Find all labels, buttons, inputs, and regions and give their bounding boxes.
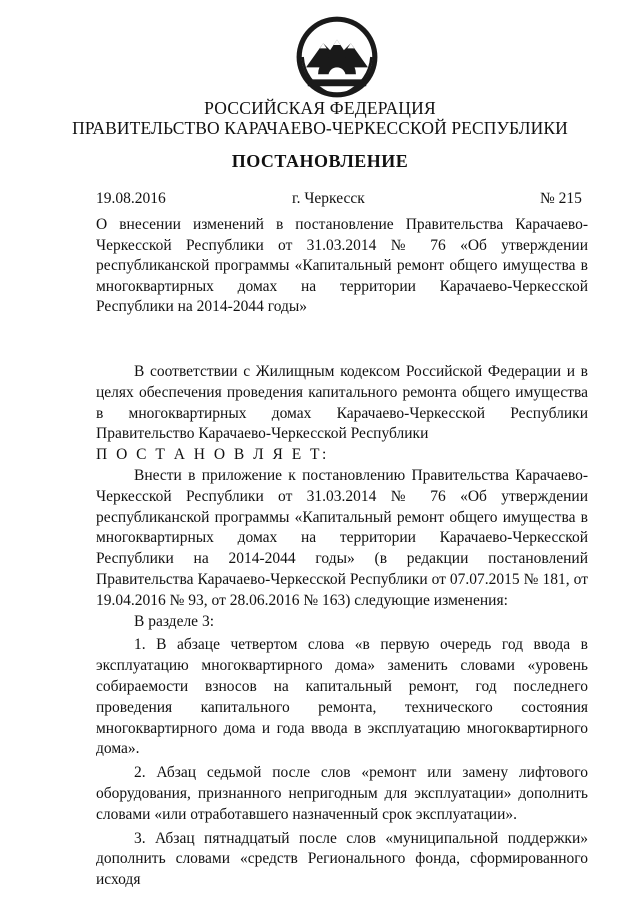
document-type-title: ПОСТАНОВЛЕНИЕ — [231, 151, 409, 171]
document-subject — [96, 215, 588, 318]
item-1-paragraph: 1. В абзаце четвертом слова «в первую очередь год ввода в эксплуатацию многоквартирного дома» заменить словами «уровень собираемости взносов на капитальный ремонт, год последнего проведения капитального ремонта, технического состояния многоквартирного дома и года ввода в эксплуатацию многоквартирного дома». — [96, 636, 588, 758]
document-city: г. Черкесск — [292, 190, 365, 207]
government-heading: ПРАВИТЕЛЬСТВО КАРАЧАЕВО-ЧЕРКЕССКОЙ РЕСПУБЛИКИ — [72, 118, 568, 138]
section-paragraph: В разделе 3: — [134, 612, 214, 630]
resolves-heading: П О С Т А Н О В Л Я Е Т: — [96, 446, 329, 464]
item-2-paragraph: 2. Абзац седьмой после слов «ремонт или замену лифтового оборудования, признанного непригодным для эксплуатации» дополнить словами «или отработавшего назначенный срок эксплуатации». — [96, 764, 588, 823]
item-3-paragraph: 3. Абзац пятнадцатый после слов «муниципальной поддержки» дополнить словами «средств Регионального фонда, сформированного исходя — [96, 829, 588, 889]
preamble-paragraph: В соответствии с Жилищным кодексом Российской Федерации и в целях обеспечения проведения капитального ремонта общего имущества в многоквартирных домах Карачаево-Черкесской Республики Правительство Карачаево-Черкесской Республики — [96, 363, 588, 443]
coat-of-arms-emblem — [294, 14, 380, 100]
document-body — [96, 362, 588, 891]
intro-paragraph: Внести в приложение к постановлению Правительства Карачаево-Черкесской Республики от 31.03.2014 № 76 «Об утверждении республиканской программы «Капитальный ремонт общего имущества в многоквартирных домах на территории Карачаево-Черкесской Республики на 2014-2044 годы» (в редакции постановлений Правительства Карачаево-Черкесской Республики от 07.07.2015 № 181, от 19.04.2016 № 93, от 28.06.2016 № 163) следующие изменения: — [96, 466, 588, 609]
document-date: 19.08.2016 — [96, 190, 166, 207]
country-heading: РОССИЙСКАЯ ФЕДЕРАЦИЯ — [204, 98, 436, 118]
subject-text: О внесении изменений в постановление Правительства Карачаево-Черкесской Республики от 31.03.2014 № 76 «Об утверждении республиканской программы «Капитальный ремонт общего имущества в многоквартирных домах на территории Карачаево-Черкесской Республики на 2014-2044 годы» — [96, 216, 588, 315]
document-number: № 215 — [540, 190, 582, 207]
